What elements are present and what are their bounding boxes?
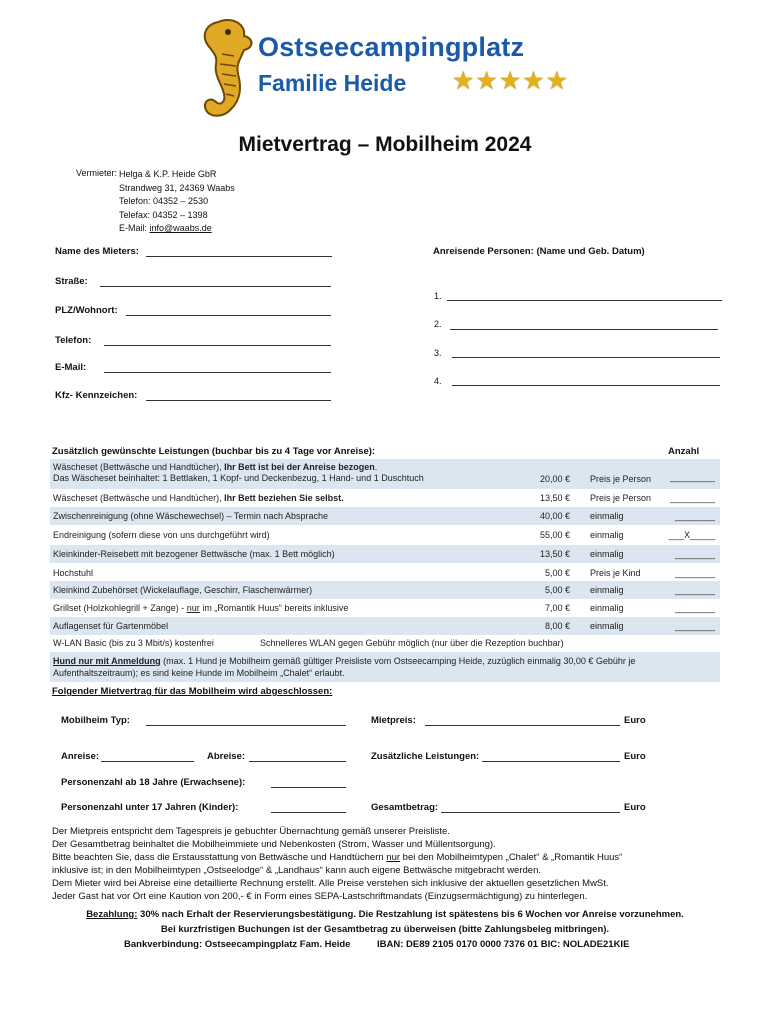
family-title: Familie Heide [258, 70, 407, 96]
service-label: Hochstuhl [53, 568, 94, 578]
service-label: Kleinkind Zubehörset (Wickelauflage, Geschirr, Flaschenwärmer) [53, 585, 313, 595]
landlord-line: Strandweg 31, 24369 Waabs [119, 182, 235, 193]
service-unit: einmalig [590, 585, 624, 595]
service-unit: einmalig [590, 549, 624, 559]
services-header: Zusätzlich gewünschte Leistungen (buchbar bis zu 4 Tage vor Anreise): [52, 446, 376, 457]
service-unit: einmalig [590, 511, 624, 521]
terms-line: Der Gesamtbetrag beinhaltet die Mobilheimmiete und Nebenkosten (Strom, Wasser und Müllentsorgung). [52, 839, 496, 850]
service-row-grill [50, 599, 720, 617]
total-label: Gesamtbetrag: [371, 802, 439, 813]
email-prefix: E-Mail: [119, 223, 148, 233]
terms-text: Bitte beachten Sie, dass die Erstausstattung von Bettwäsche und Handtüchern [52, 852, 387, 863]
service-text-bold: Ihr Bett beziehen Sie selbst. [224, 493, 344, 503]
service-label [53, 603, 348, 613]
service-price: 55,00 € [539, 530, 570, 540]
rating-stars: ★★★★★ [452, 67, 570, 95]
dog-note [53, 656, 635, 666]
service-unit: Preis je Person [590, 493, 652, 503]
payment-line [0, 909, 770, 920]
payment-text: 30% nach Erhalt der Reservierungsbestätigung. Die Restzahlung ist spätestens bis 6 Wochen vor Anreise vorzunehmen. [137, 909, 684, 920]
euro-unit: Euro [624, 802, 646, 813]
service-count-field[interactable]: ________ [674, 585, 715, 595]
service-row-dog [50, 652, 720, 682]
arrival-label: Anreise: [61, 751, 100, 762]
rent-price-label: Mietpreis: [371, 715, 416, 726]
service-price: 40,00 € [539, 511, 570, 521]
departure-label: Abreise: [207, 751, 246, 762]
zip-label: PLZ/Wohnort: [55, 305, 118, 316]
iban-line: IBAN: DE89 2105 0170 0000 7376 01 BIC: NOLADE21KIE [377, 939, 630, 950]
short-notice-line: Bei kurzfristigen Buchungen ist der Gesamtbetrag zu überweisen (bitte Zahlungsbeleg mitbringen). [160, 924, 610, 935]
service-note: Schnelleres WLAN gegen Gebühr möglich (nur über die Rezeption buchbar) [260, 638, 564, 648]
landlord-label: Vermieter: [76, 168, 118, 178]
terms-line [52, 851, 732, 864]
extra-services-label: Zusätzliche Leistungen: [371, 751, 480, 762]
service-row [50, 545, 720, 563]
payment-label: Bezahlung: [86, 909, 138, 920]
street-label: Straße: [55, 276, 88, 287]
service-count-field[interactable]: _________ [669, 472, 715, 482]
tenant-name-field[interactable] [146, 256, 332, 257]
car-field[interactable] [146, 400, 331, 401]
euro-unit: Euro [624, 715, 646, 726]
person-2-field[interactable] [450, 329, 718, 330]
car-label: Kfz- Kennzeichen: [55, 390, 138, 401]
service-label: Zwischenreinigung (ohne Wäschewechsel) – Termin nach Absprache [53, 511, 328, 521]
terms-line: Jeder Gast hat vor Ort eine Kaution von 200,- € in Form eines SEPA-Lastschriftmandats (Einzugsermächtigung) zu hinterlegen. [52, 891, 588, 902]
service-price: 13,50 € [539, 493, 570, 503]
service-row-wlan [50, 634, 720, 652]
person-4-label: 4. [434, 376, 442, 386]
service-unit: Preis je Person [590, 474, 652, 484]
service-count-field[interactable]: _________ [669, 493, 715, 503]
person-3-field[interactable] [452, 357, 720, 358]
count-header: Anzahl [668, 446, 700, 457]
service-unit: einmalig [590, 621, 624, 631]
service-text-bold: Ihr Bett ist bei der Anreise bezogen [224, 462, 375, 472]
service-sublabel: Das Wäscheset beinhaltet: 1 Bettlaken, 1 Kopf- und Deckenbezug, 1 Hand- und 1 Duschtuch [53, 473, 424, 483]
extra-services-field[interactable] [482, 761, 620, 762]
contract-header: Folgender Mietvertrag für das Mobilheim wird abgeschlossen: [52, 686, 333, 697]
service-count-field[interactable]: ________ [674, 549, 715, 559]
service-row-bedding-self [50, 489, 720, 507]
dog-note-text: (max. 1 Hund je Mobilheim gemäß gültiger Preisliste vom Ostseecamping Heide, zuzüglich einmalig 30,00 € Gebühr je [160, 656, 636, 666]
terms-text-underlined: nur [386, 852, 401, 863]
departure-field[interactable] [249, 761, 346, 762]
service-price: 7,00 € [544, 603, 570, 613]
service-text-underlined: nur [186, 603, 200, 613]
phone-label: Telefon: [55, 335, 92, 346]
service-count-field[interactable]: ___X_____ [668, 530, 715, 540]
kids-field[interactable] [271, 812, 346, 813]
service-text: im „Romantik Huus“ bereits inklusive [199, 603, 349, 613]
type-label: Mobilheim Typ: [61, 715, 130, 726]
email-label: E-Mail: [55, 362, 87, 373]
service-row [50, 507, 720, 525]
service-price: 5,00 € [544, 585, 570, 595]
service-label: Endreinigung (sofern diese von uns durchgeführt wird) [53, 530, 270, 540]
landlord-line: Helga & K.P. Heide GbR [119, 169, 217, 179]
service-count-field[interactable]: ________ [674, 603, 715, 613]
person-4-field[interactable] [452, 385, 720, 386]
service-price: 5,00 € [544, 568, 570, 578]
street-field[interactable] [100, 286, 331, 287]
terms-line: Dem Mieter wird bei Abreise eine detaillierte Rechnung erstellt. Alle Preise verstehen sich inklusive der aktuellen gesetzlichen MwSt. [52, 878, 609, 889]
type-field[interactable] [146, 725, 346, 726]
adults-field[interactable] [271, 787, 346, 788]
zip-field[interactable] [126, 315, 331, 316]
service-unit: Preis je Kind [590, 568, 641, 578]
service-label: Auflagenset für Gartenmöbel [53, 621, 169, 631]
person-1-field[interactable] [447, 300, 722, 301]
service-price: 13,50 € [539, 549, 570, 559]
service-text: . [374, 462, 378, 472]
person-2-label: 2. [434, 319, 442, 329]
service-unit: einmalig [590, 603, 624, 613]
service-label: Kleinkinder-Reisebett mit bezogener Bettwäsche (max. 1 Bett möglich) [53, 549, 335, 559]
service-label [53, 493, 344, 503]
service-row-bedding-made [50, 459, 720, 489]
person-3-label: 3. [434, 348, 442, 358]
email-field[interactable] [104, 372, 331, 373]
euro-unit: Euro [624, 751, 646, 762]
service-row [50, 526, 720, 544]
service-row [50, 581, 720, 599]
service-label [53, 462, 377, 472]
brand-title: Ostseecampingplatz [258, 32, 525, 62]
service-price: 8,00 € [544, 621, 570, 631]
dog-note-bold: Hund nur mit Anmeldung [53, 656, 161, 666]
adults-label: Personenzahl ab 18 Jahre (Erwachsene): [61, 777, 246, 788]
bank-line: Bankverbindung: Ostseecampingplatz Fam. Heide [124, 939, 351, 950]
landlord-line: Telefax: 04352 – 1398 [119, 209, 208, 220]
landlord-email-line [119, 222, 235, 236]
landlord-email-link[interactable]: info@waabs.de [149, 223, 212, 233]
terms-block [52, 825, 732, 903]
persons-label: Anreisende Personen: (Name und Geb. Datum) [433, 246, 645, 257]
service-row [50, 564, 720, 582]
page-title: Mietvertrag – Mobilheim 2024 [238, 133, 532, 156]
service-text: Wäscheset (Bettwäsche und Handtücher), [53, 462, 225, 472]
service-price: 20,00 € [539, 474, 570, 484]
service-row-furniture [50, 617, 720, 635]
service-unit: einmalig [590, 530, 624, 540]
arrival-field[interactable] [101, 761, 194, 762]
kids-label: Personenzahl unter 17 Jahren (Kinder): [61, 802, 239, 813]
service-text: Grillset (Holzkohlegrill + Zange) - [53, 603, 187, 613]
terms-text: bei den Mobilheimtypen „Chalet“ & „Romantik Huus“ [400, 852, 623, 863]
phone-field[interactable] [104, 345, 331, 346]
person-1-label: 1. [434, 291, 442, 301]
terms-line: Der Mietpreis entspricht dem Tagespreis je gebuchter Übernachtung gemäß unserer Preisliste. [52, 826, 450, 837]
total-field[interactable] [441, 812, 620, 813]
service-count-field[interactable]: ________ [674, 621, 715, 631]
service-count-field[interactable]: ________ [674, 511, 715, 521]
tenant-name-label: Name des Mieters: [55, 246, 139, 257]
service-text: Wäscheset (Bettwäsche und Handtücher), [53, 493, 225, 503]
terms-line: inklusive ist; in den Mobilheimtypen „Ostseelodge“ & „Landhaus“ kann auch eigene Bettwäsche mitgebracht werden. [52, 865, 541, 876]
rent-price-field[interactable] [425, 725, 620, 726]
dog-note-line: Aufenthaltszeitraum); es sind keine Hunde im Mobilheim „Chalet“ erlaubt. [53, 668, 345, 678]
service-count-field[interactable]: ________ [674, 568, 715, 578]
service-label: W-LAN Basic (bis zu 3 Mbit/s) kostenfrei [53, 638, 214, 648]
landlord-address [119, 168, 235, 236]
seahorse-logo-icon [188, 14, 258, 126]
landlord-line: Telefon: 04352 – 2530 [119, 196, 209, 206]
